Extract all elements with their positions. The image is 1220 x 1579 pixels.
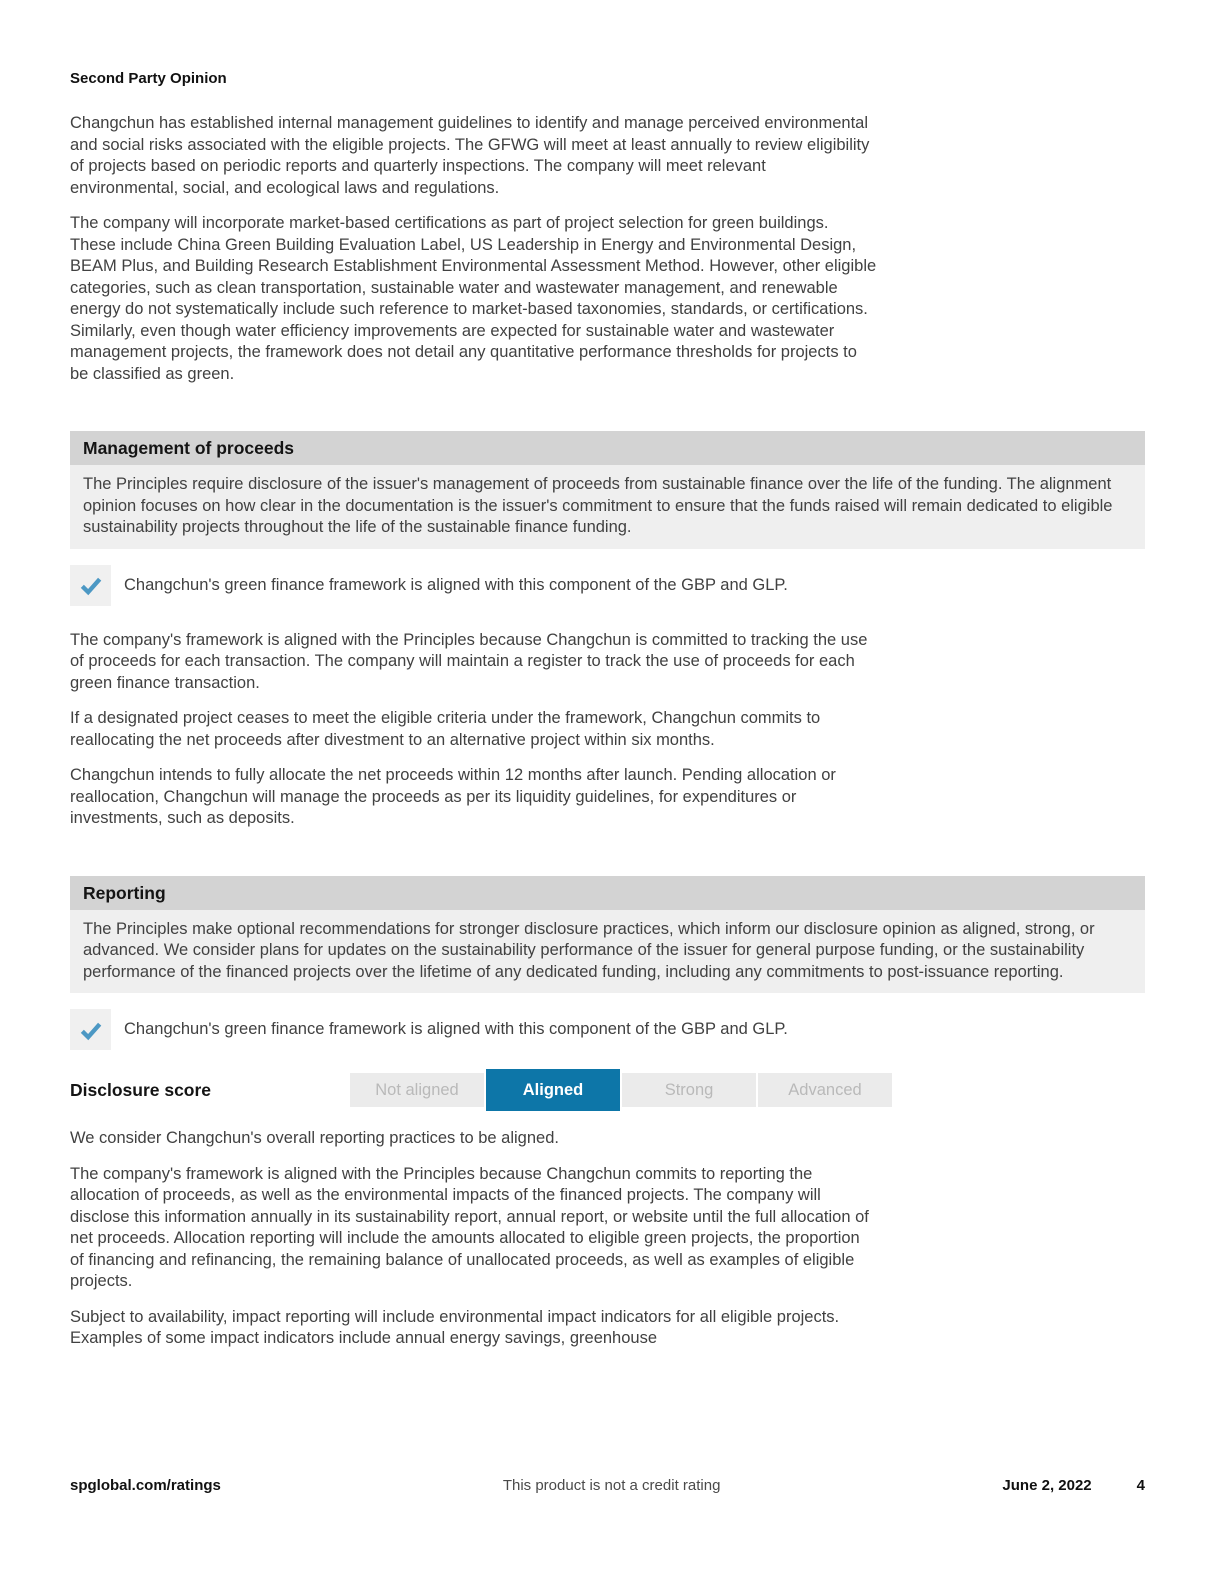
alignment-status-text: Changchun's green finance framework is aligned with this component of the GBP and GLP. (124, 575, 788, 594)
footer-disclaimer: This product is not a credit rating (502, 1477, 721, 1494)
section-reporting (70, 876, 1145, 1350)
disclosure-score-scale (350, 1069, 894, 1111)
disclosure-score-row (70, 1068, 1145, 1112)
management-paragraphs (70, 630, 1145, 830)
check-icon (70, 565, 111, 606)
score-option-not-aligned[interactable]: Not aligned (350, 1073, 484, 1107)
intro-paragraph-2: The company will incorporate market-based certifications as part of project selection for green buildings. These include China Green Building Evaluation Label, US Leadership in Energy and Environmental Design, BEAM Plus, and Building Research Establishment Environmental Assessment Method. However, other eligible categories, such as clean transportation, sustainable water and wastewater management, and renewable energy do not systematically include such reference to market-based taxonomies, standards, or certifications. Similarly, even though water efficiency improvements are expected for sustainable water and wastewater management projects, the framework does not detail any quantitative performance thresholds for projects to be classified as green. (70, 214, 877, 383)
page-footer (70, 1477, 1145, 1494)
section-title-management: Management of proceeds (70, 431, 1145, 465)
management-paragraph-2: If a designated project ceases to meet the eligible criteria under the framework, Changchun commits to reallocating the net proceeds after divestment to an alternative project within six months. (70, 709, 821, 749)
management-paragraph-1: The company's framework is aligned with the Principles because Changchun is committed to tracking the use of proceeds for each transaction. The company will maintain a register to track the use of proceeds for each green finance transaction. (70, 630, 868, 692)
alignment-status-text: Changchun's green finance framework is aligned with this component of the GBP and GLP. (124, 1020, 788, 1038)
score-option-strong[interactable]: Strong (622, 1073, 756, 1107)
alignment-status-row (70, 565, 1145, 606)
section-title-reporting: Reporting (70, 876, 1145, 910)
reporting-paragraph-3: Subject to availability, impact reporting will include environmental impact indicators for all eligible projects. Examples of some impact indicators include annual energy savings, greenhouse (70, 1307, 840, 1347)
alignment-status-row (70, 1009, 1145, 1050)
reporting-paragraph-2: The company's framework is aligned with the Principles because Changchun commits to reporting the allocation of proceeds, as well as the environmental impacts of the financed projects. The company will disclose this information annually in its sustainability report, annual report, or website until the full allocation of net proceeds. Allocation reporting will include the amounts allocated to eligible green projects, the proportion of financing and refinancing, the remaining balance of unallocated proceeds, as well as examples of eligible projects. (70, 1164, 869, 1290)
check-icon (70, 1009, 111, 1050)
section-management-of-proceeds (70, 431, 1145, 830)
management-paragraph-3: Changchun intends to fully allocate the net proceeds within 12 months after launch. Pending allocation or reallocation, Changchun will manage the proceeds as per its liquidity guidelines, for expenditures or investments, such as deposits. (70, 766, 836, 827)
doc-header-label: Second Party Opinion (70, 70, 227, 87)
footer-site-link[interactable]: spglobal.com/ratings (70, 1477, 221, 1494)
score-option-aligned[interactable]: Aligned (486, 1069, 620, 1111)
disclosure-score-label: Disclosure score (70, 1079, 212, 1100)
intro-paragraph-1: Changchun has established internal management guidelines to identify and manage perceived environmental and social risks associated with the eligible projects. The GFWG will meet at least annually to review eligibility of projects based on periodic reports and quarterly inspections. The company will meet relevant environmental, social, and ecological laws and regulations. (70, 114, 870, 197)
footer-date: June 2, 2022 (1002, 1477, 1092, 1494)
section-description-management: The Principles require disclosure of the issuer's management of proceeds from sustainable finance over the life of the funding. The alignment opinion focuses on how clear in the documentation is the issuer's commitment to ensure that the funds raised will remain dedicated to eligible sustainability projects throughout the life of the sustainable finance funding. (70, 465, 1145, 549)
score-option-advanced[interactable]: Advanced (758, 1073, 892, 1107)
reporting-paragraph-1: We consider Changchun's overall reporting practices to be aligned. (70, 1129, 559, 1147)
section-description-reporting: The Principles make optional recommendations for stronger disclosure practices, which inform our disclosure opinion as aligned, strong, or advanced. We consider plans for updates on the sustainability performance of the issuer for general purpose funding, or the sustainability performance of the financed projects over the lifetime of any dedicated funding, including any commitments to post-issuance reporting. (70, 910, 1145, 994)
footer-page-number: 4 (1136, 1477, 1145, 1494)
reporting-paragraphs (70, 1128, 1145, 1350)
